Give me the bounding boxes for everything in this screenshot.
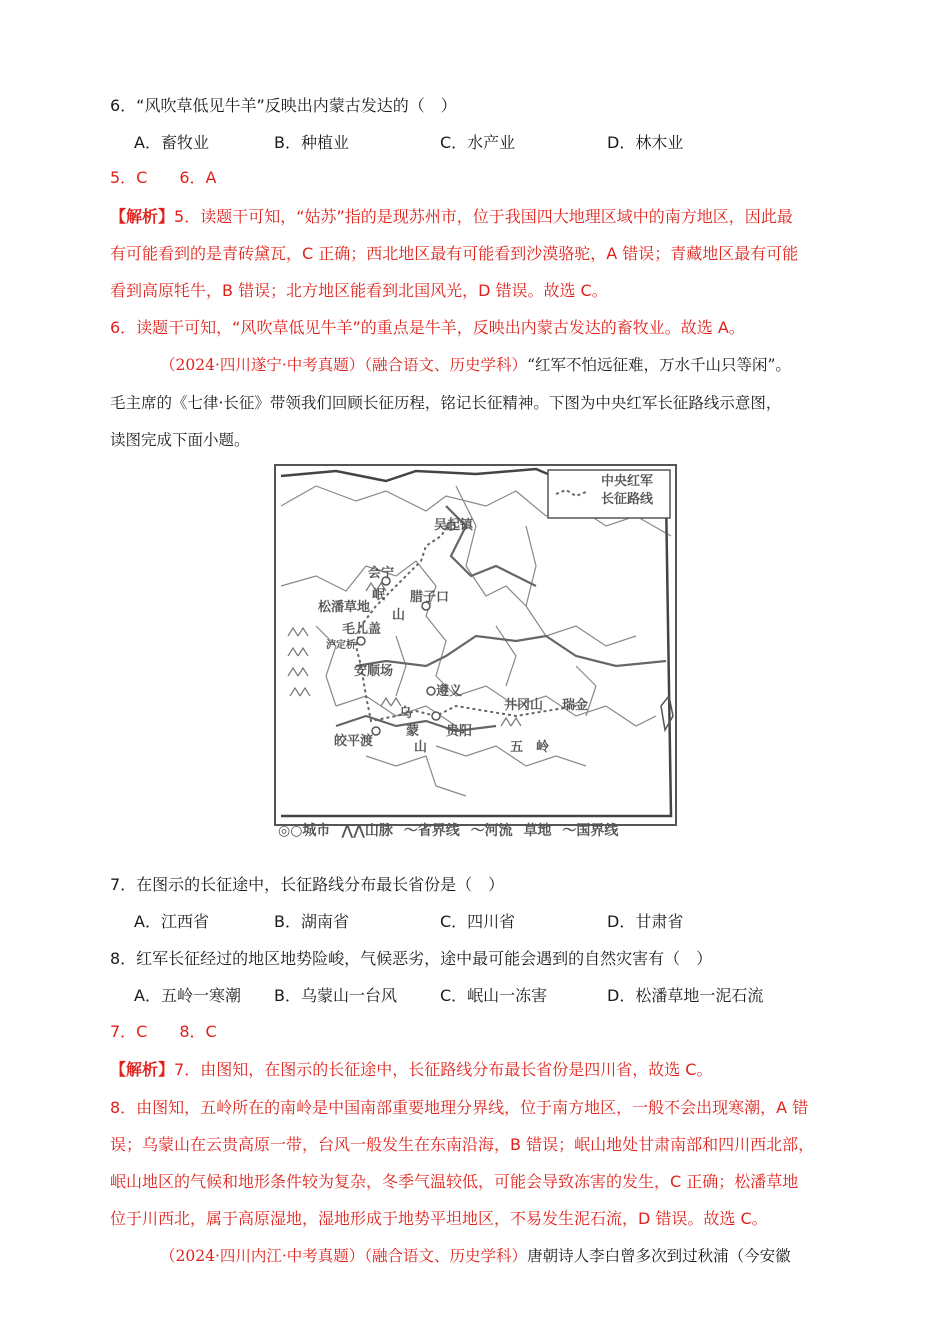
analysis-7	[110, 1058, 712, 1082]
legend-mountain: ⋀⋀山脉	[341, 823, 393, 839]
analysis-tag: 【解析】	[110, 207, 175, 226]
analysis-7-text: 7．由图知，在图示的长征途中，长征路线分布最长省份是四川省，故选 C。	[174, 1060, 713, 1079]
legend-grassland: 草地	[523, 823, 552, 839]
long-march-route	[356, 521, 576, 721]
place-guiyang: 贵阳	[446, 724, 473, 739]
place-wu: 乌	[399, 706, 413, 721]
rivers	[336, 506, 666, 731]
map-legend	[278, 820, 698, 842]
place-shan-2: 山	[414, 740, 428, 755]
legend-box-label-2: 长征路线	[601, 492, 654, 507]
place-zunyi: 遵义	[436, 684, 463, 699]
analysis-5-line-3: 看到高原牦牛，B 错误；北方地区能看到北国风光，D 错误。故选 C。	[110, 281, 608, 300]
analysis-5-text-1: 5．读题干可知，“姑苏”指的是现苏州市，位于我国四大地理区域中的南方地区，因此最	[174, 207, 793, 226]
q7-option-c: C．四川省	[440, 912, 516, 931]
q6-option-a: A．畜牧业	[134, 133, 209, 152]
q6-stem: 6．“风吹草低见牛羊”反映出内蒙古发达的（ ）	[110, 96, 457, 115]
next-intro-line	[160, 1244, 791, 1268]
long-march-map	[274, 464, 677, 826]
q6-option-c: C．水产业	[440, 133, 516, 152]
q8-option-b: B．乌蒙山一台风	[274, 986, 397, 1005]
intro-line-3: 读图完成下面小题。	[110, 431, 250, 449]
analysis-8-line-1: 8．由图知，五岭所在的南岭是中国南部重要地理分界线，位于南方地区，一般不会出现寒潮，A 错	[110, 1098, 809, 1117]
place-maoergai: 毛儿盖	[342, 622, 382, 637]
answers-7-8: 7．C 8．C	[110, 1022, 217, 1041]
legend-province-border: 〜省界线	[403, 823, 460, 839]
place-wuqizhen: 吴起镇	[434, 518, 474, 533]
analysis-5-line-1	[110, 205, 793, 229]
next-intro-source: （2024·四川内江·中考真题）（融合语文、历史学科）	[160, 1247, 528, 1265]
analysis-5-line-2: 有可能看到的是青砖黛瓦，C 正确；西北地区最有可能看到沙漠骆驼，A 错误；青藏地区最有可能	[110, 244, 799, 263]
analysis-6: 6．读题干可知，“风吹草低见牛羊”的重点是牛羊，反映出内蒙古发达的畜牧业。故选 A。	[110, 318, 745, 337]
place-min: 岷	[372, 588, 386, 603]
analysis-8-line-4: 位于川西北，属于高原湿地，湿地形成于地势平坦地区，不易发生泥石流，D 错误。故选 C。	[110, 1209, 768, 1228]
legend-box-label-1: 中央红军	[601, 474, 654, 489]
place-jiaopingdu: 皎平渡	[334, 734, 374, 749]
analysis-8-line-2: 误；乌蒙山在云贵高原一带，台风一般发生在东南沿海，B 错误；岷山地处甘肃南部和四川西北部，	[110, 1135, 815, 1154]
place-anshunchang: 安顺场	[354, 664, 394, 679]
legend-river: 〜河流	[470, 823, 513, 839]
q7-stem: 7．在图示的长征途中，长征路线分布最长省份是（ ）	[110, 875, 505, 894]
q8-stem: 8．红军长征经过的地区地势险峻，气候恶劣，途中最可能会遇到的自然灾害有（ ）	[110, 949, 713, 968]
place-shan: 山	[392, 608, 406, 623]
place-songpan-grassland: 松潘草地	[318, 600, 371, 615]
q7-option-a: A．江西省	[134, 912, 209, 931]
analysis-8-line-3: 岷山地区的气候和地形条件较为复杂，冬季气温较低，可能会导致冻害的发生，C 正确；松潘草地	[110, 1172, 799, 1191]
intro-quote: “红军不怕远征难，万水千山只等闲”。	[527, 356, 791, 374]
q7-option-b: B．湖南省	[274, 912, 349, 931]
island	[661, 696, 673, 730]
intro-source: （2024·四川遂宁·中考真题）（融合语文、历史学科）	[160, 356, 528, 374]
place-lazikou: 腊子口	[410, 590, 450, 605]
legend-national-border: 〜国界线	[562, 823, 619, 839]
q6-option-b: B．种植业	[274, 133, 349, 152]
place-wuling: 五 岭	[510, 740, 550, 755]
q7-option-d: D．甘肃省	[607, 912, 684, 931]
q8-option-c: C．岷山一冻害	[440, 986, 548, 1005]
q6-option-d: D．林木业	[607, 133, 684, 152]
q8-option-d: D．松潘草地一泥石流	[607, 986, 764, 1005]
place-jinggangshan: 井冈山	[504, 698, 544, 713]
place-meng: 蒙	[406, 724, 420, 739]
intro-line-2: 毛主席的《七律·长征》带领我们回顾长征历程，铭记长征精神。下图为中央红军长征路线示意图，	[110, 394, 782, 412]
next-intro-text: 唐朝诗人李白曾多次到过秋浦（今安徽	[527, 1247, 791, 1265]
place-ruijin: 瑞金	[562, 698, 589, 713]
analysis-tag-2: 【解析】	[110, 1060, 175, 1079]
place-huining: 会宁	[368, 566, 395, 581]
answers-5-6: 5．C 6．A	[110, 168, 217, 187]
intro-line-1	[160, 353, 791, 377]
legend-city: ◎○城市	[278, 823, 331, 839]
place-luding-bridge: 泸定桥	[326, 640, 356, 651]
q8-option-a: A．五岭一寒潮	[134, 986, 241, 1005]
